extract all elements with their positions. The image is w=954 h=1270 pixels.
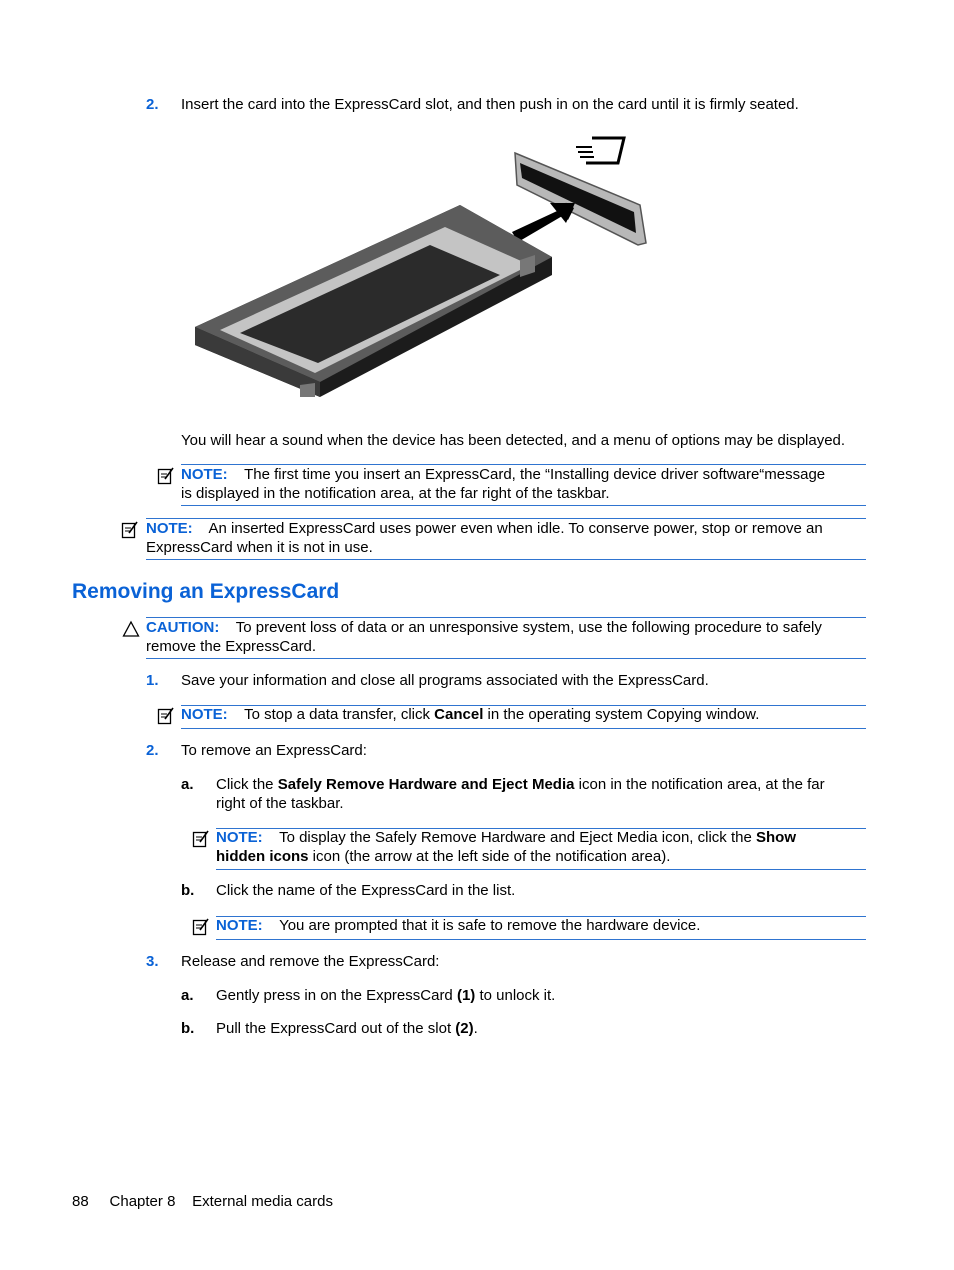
note-2-line-1: NOTE: An inserted ExpressCard uses power even when idle. To conserve power, stop or remove an — [146, 520, 823, 537]
note-icon — [121, 521, 139, 539]
note-icon — [192, 830, 210, 848]
step-number: 1. — [146, 672, 159, 689]
note-4-line-2: hidden icons icon (the arrow at the left side of the notification area). — [216, 848, 671, 865]
note-icon — [192, 918, 210, 936]
caution-label: CAUTION: — [146, 619, 220, 636]
substep-label: a. — [181, 987, 194, 1004]
substep-label: b. — [181, 882, 195, 899]
note-2-line-2: ExpressCard when it is not in use. — [146, 539, 373, 556]
substep-label: b. — [181, 1020, 195, 1037]
expresscard-insertion-illustration — [190, 135, 670, 405]
expresscard-device — [195, 205, 552, 397]
page-number: 88 — [72, 1193, 89, 1210]
step-number: 3. — [146, 953, 159, 970]
note-label: NOTE: — [181, 706, 228, 723]
note-4-line-1: NOTE: To display the Safely Remove Hardware and Eject Media icon, click the Show — [216, 829, 796, 846]
step-2 — [146, 96, 159, 114]
step-2-remove-text: To remove an ExpressCard: — [181, 742, 367, 759]
substep-a-line-2: right of the taskbar. — [216, 795, 344, 812]
expresscard-slot-icon — [576, 138, 624, 163]
page-footer — [72, 1193, 333, 1211]
caution-line-1: CAUTION: To prevent loss of data or an unresponsive system, use the following procedure to safely — [146, 619, 822, 636]
step-number: 2. — [146, 96, 159, 113]
chapter-title: External media cards — [192, 1193, 333, 1210]
caution-triangle-icon — [122, 620, 140, 638]
chapter-label: Chapter 8 — [109, 1193, 176, 1210]
note-1-line-2: is displayed in the notification area, at the far right of the taskbar. — [181, 485, 610, 502]
step-3-text: Release and remove the ExpressCard: — [181, 953, 440, 970]
note-label: NOTE: — [216, 829, 263, 846]
note-3: NOTE: To stop a data transfer, click Cancel in the operating system Copying window. — [181, 706, 760, 723]
sound-paragraph: You will hear a sound when the device has been detected, and a menu of options may be displayed. — [181, 432, 846, 449]
note-label: NOTE: — [146, 520, 193, 537]
substep-a-line-1: Click the Safely Remove Hardware and Eject Media icon in the notification area, at the far — [216, 776, 825, 793]
insert-arrow-icon — [512, 202, 575, 242]
substep-a2-text: Gently press in on the ExpressCard (1) to unlock it. — [216, 987, 556, 1004]
note-1-line-1: NOTE: The first time you insert an ExpressCard, the “Installing device driver software“message — [181, 466, 826, 483]
step-number: 2. — [146, 742, 159, 759]
section-heading: Removing an ExpressCard — [72, 580, 340, 603]
note-label: NOTE: — [216, 917, 263, 934]
caution-line-2: remove the ExpressCard. — [146, 638, 317, 655]
step-1-text: Save your information and close all programs associated with the ExpressCard. — [181, 672, 709, 689]
note-5: NOTE: You are prompted that it is safe to remove the hardware device. — [216, 917, 701, 934]
substep-b-text: Click the name of the ExpressCard in the list. — [216, 882, 516, 899]
step-2-text: Insert the card into the ExpressCard slot, and then push in on the card until it is firmly seated. — [181, 96, 799, 113]
note-label: NOTE: — [181, 466, 228, 483]
substep-b2-text: Pull the ExpressCard out of the slot (2). — [216, 1020, 478, 1037]
note-icon — [157, 707, 175, 725]
note-icon — [157, 467, 175, 485]
substep-label: a. — [181, 776, 194, 793]
